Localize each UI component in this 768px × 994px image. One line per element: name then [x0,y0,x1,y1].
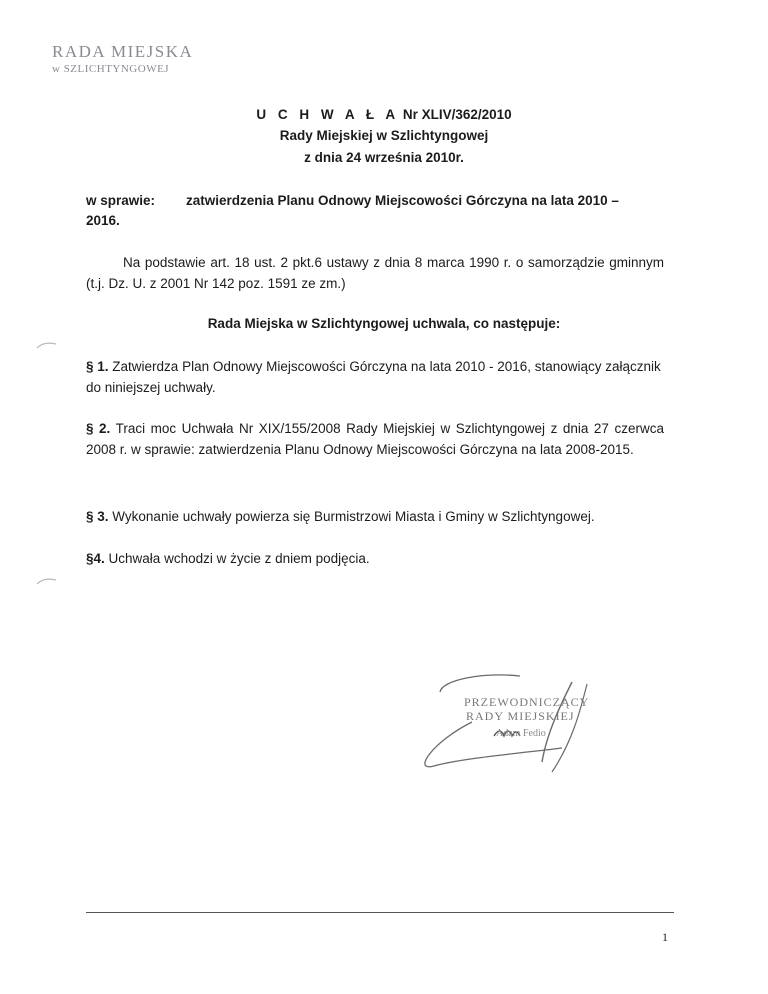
resolution-title [0,107,768,122]
section-2 [86,418,664,460]
section-3 [86,506,666,527]
section-3-text: Wykonanie uchwały powierza się Burmistrzowi Miasta i Gminy w Szlichtyngowej. [112,509,595,524]
council-stamp-line2: w SZLICHTYNGOWEJ [52,63,170,75]
resolves-statement: Rada Miejska w Szlichtyngowej uchwala, co następuje: [207,316,561,331]
resolution-title-prefix: U C H W A Ł A [256,107,400,122]
council-stamp [52,42,193,76]
subject-label: w sprawie: [86,193,156,208]
resolution-date: z dnia 24 września 2010r. [304,150,464,165]
section-3-number: § 3. [86,509,109,524]
section-4-number: §4. [86,551,105,566]
section-2-text: Traci moc Uchwała Nr XIX/155/2008 Rady Miejskiej w Szlichtyngowej z dnia 27 czerwca 2008 r. w sprawie: zatwierdzenia Planu Odnowy Miejscowości Górczyna na lata 2008-2015. [86,421,664,457]
signature-stamp-line1: PRZEWODNICZĄCY [464,695,590,709]
section-4 [86,548,666,569]
section-4-text: Uchwała wchodzi w życie z dniem podjęcia. [108,551,370,566]
legal-basis: Na podstawie art. 18 ust. 2 pkt.6 ustawy z dnia 8 marca 1990 r. o samorządzie gminnym (t.j. Dz. U. z 2001 Nr 142 poz. 1591 ze zm.) [86,255,664,291]
resolution-number: Nr XLIV/362/2010 [402,107,512,122]
section-1-number: § 1. [86,359,109,374]
signature-stamp-name: Adam Fedio [496,728,546,739]
resolution-issuer: Rady Miejskiej w Szlichtyngowej [279,128,489,143]
margin-mark [36,576,58,586]
section-1-text: Zatwierdza Plan Odnowy Miejscowości Górczyna na lata 2010 - 2016, stanowiący załącznik do niniejszej uchwały. [86,359,661,395]
margin-mark [36,340,58,350]
subject-continuation: 2016. [86,213,120,228]
section-2-number: § 2. [86,421,111,436]
page-number: 1 [662,930,668,944]
council-stamp-line1: RADA MIEJSKA [52,42,194,61]
footer-divider [86,912,674,913]
section-1 [86,356,666,398]
signature-stamp-line2: RADY MIEJSKIEJ [466,709,575,723]
subject-text: zatwierdzenia Planu Odnowy Miejscowości Górczyna na lata 2010 – [186,193,619,208]
signature-stamp [412,662,612,782]
